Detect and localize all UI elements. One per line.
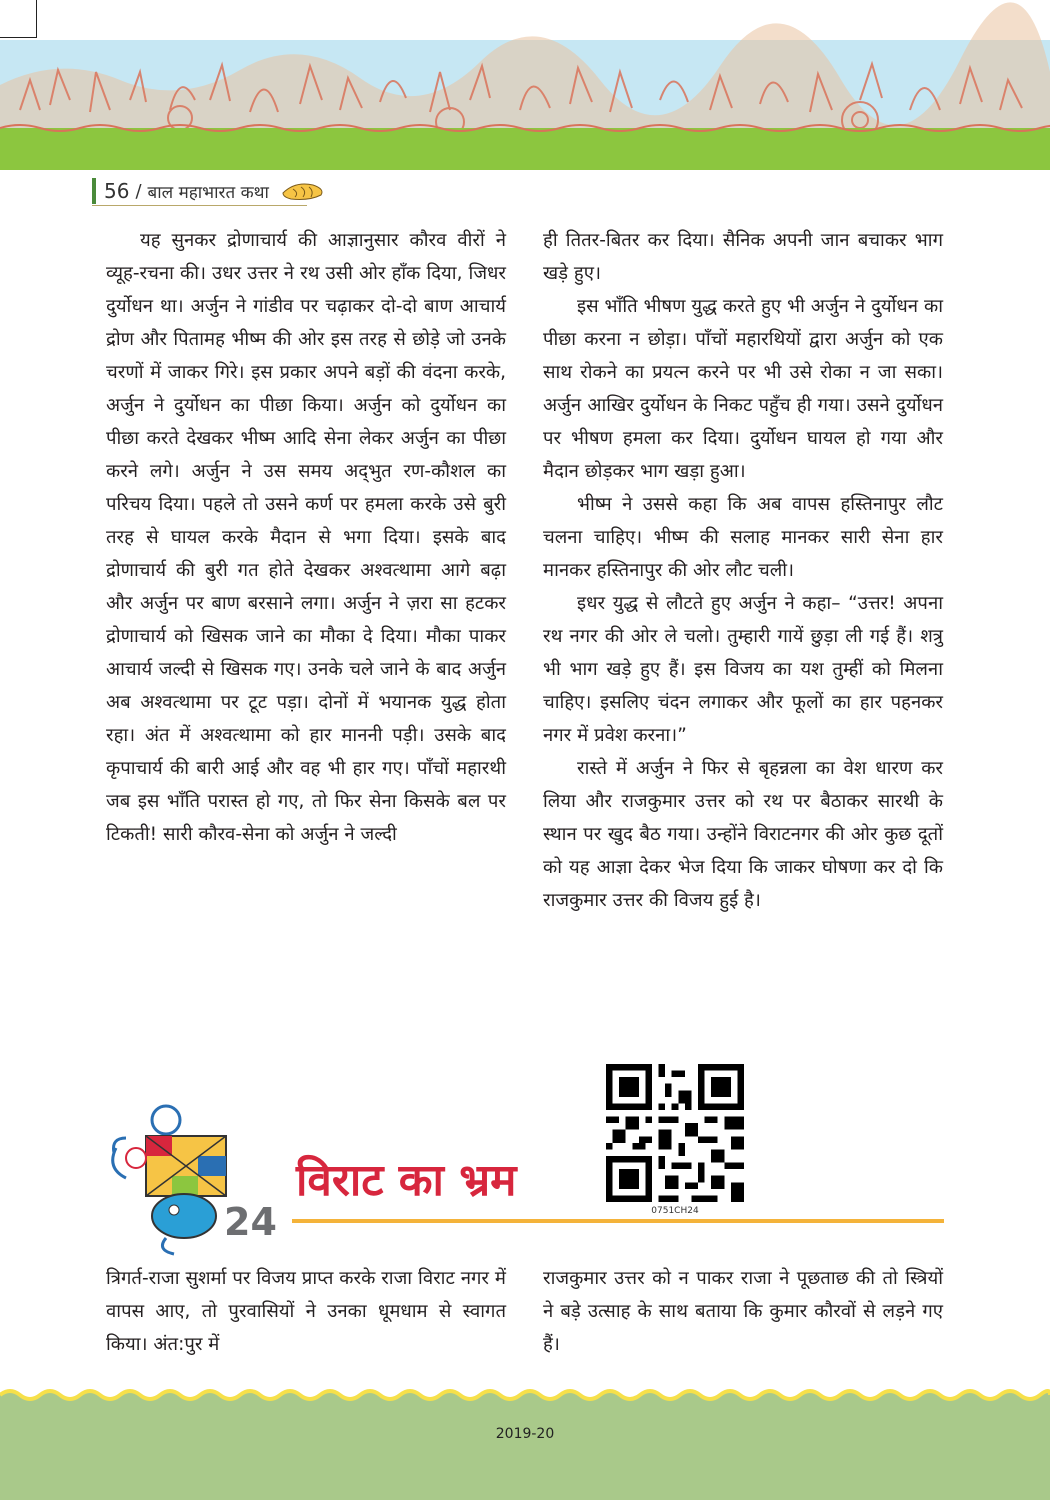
- footer-band: [0, 1385, 1050, 1500]
- crop-mark: [36, 0, 37, 38]
- chapter-text-left: [106, 1262, 506, 1361]
- running-header: [92, 176, 327, 206]
- paragraph: ही तितर-बितर कर दिया। सैनिक अपनी जान बचाकर भाग खड़े हुए।: [543, 230, 943, 284]
- chapter-text-right: [543, 1262, 943, 1361]
- paragraph: राजकुमार उत्तर को न पाकर राजा ने पूछताछ की तो स्त्रियों ने बड़े उत्साह के साथ बताया कि कुमार कौरवों से लड़ने गए हैं।: [543, 1268, 943, 1355]
- battle-scene-illustration: [0, 0, 1050, 170]
- crop-mark: [0, 37, 36, 38]
- header-separator: /: [135, 180, 142, 202]
- text-column-right: [543, 224, 943, 917]
- paragraph: यह सुनकर द्रोणाचार्य की आज्ञानुसार कौरव वीरों ने व्यूह-रचना की। उधर उत्तर ने रथ उसी ओर हाँक दिया, जिधर दुर्योधन था। अर्जुन ने गांडीव पर चढ़ाकर दो-दो बाण आचार्य द्रोण और पितामह भीष्म की ओर इस तरह से छोड़े जो उनके चरणों में जाकर गिरे। इस प्रकार अपने बड़ों की वंदना करके, अर्जुन ने दुर्योधन का पीछा किया। अर्जुन को दुर्योधन का पीछा करते देखकर भीष्म आदि सेना लेकर अर्जुन का पीछा करने लगे। अर्जुन ने उस समय अद्‌भुत रण-कौशल का परिचय दिया। पहले तो उसने कर्ण पर हमला करके उसे बुरी तरह से घायल करके मैदान से भगा दिया। इसके बाद द्रोणाचार्य की बुरी गत होते देखकर अश्वत्थामा आगे बढ़ा और अर्जुन पर बाण बरसाने लगा। अर्जुन ने ज़रा सा हटकर द्रोणाचार्य को खिसक जाने का मौका दे दिया। मौका पाकर आचार्य जल्दी से खिसक गए। उनके चले जाने के बाद अर्जुन अब अश्वत्थामा पर टूट पड़ा। दोनों में भयानक युद्ध होता रहा। अंत में अश्वत्थामा को हार माननी पड़ी। उसके बाद कृपाचार्य की बारी आई और वह भी हार गए। पाँचों महारथी जब इस भाँति परास्त हो गए, तो फिर सेना किसके बल पर टिकती! सारी कौरव-सेना को अर्जुन ने जल्दी: [106, 230, 506, 845]
- book-title: बाल महाभारत कथा: [147, 182, 269, 203]
- header-accent-bar: [92, 178, 96, 204]
- paragraph: इस भाँति भीषण युद्ध करते हुए भी अर्जुन ने दुर्योधन का पीछा करना न छोड़ा। पाँचों महारथियों द्वारा अर्जुन को एक साथ रोकने का प्रयत्न करने पर भी उसे रोका न जा सका। अर्जुन आखिर दुर्योधन के निकट पहुँच ही गया। उसने दुर्योधन पर भीषण हमला कर दिया। दुर्योधन घायल हो गया और मैदान छोड़कर भाग खड़ा हुआ।: [543, 296, 943, 482]
- chapter-title: विराट का भ्रम: [296, 1155, 517, 1206]
- conch-ornament-icon: [279, 179, 327, 203]
- footer-year: 2019-20: [495, 1426, 555, 1442]
- text-column-left: [106, 224, 506, 851]
- header-rule: [92, 205, 307, 206]
- chapter-number: 24: [224, 1200, 277, 1244]
- paragraph: रास्ते में अर्जुन ने फिर से बृहन्नला का वेश धारण कर लिया और राजकुमार उत्तर को रथ पर बैठाकर सारथी के स्थान पर खुद बैठ गया। उन्होंने विराटनगर की ओर कुछ दूतों को यह आज्ञा देकर भेज दिया कि जाकर घोषणा कर दो कि राजकुमार उत्तर की विजय हुई है।: [543, 758, 943, 911]
- paragraph: त्रिगर्त-राजा सुशर्मा पर विजय प्राप्त करके राजा विराट नगर में वापस आए, तो पुरवासियों ने उनका धूमधाम से स्वागत किया। अंत:पुर में: [106, 1268, 506, 1355]
- qr-code[interactable]: [606, 1064, 744, 1202]
- top-banner: [0, 0, 1050, 170]
- paragraph: इधर युद्ध से लौटते हुए अर्जुन ने कहा– “उत्तर! अपना रथ नगर की ओर ले चलो। तुम्हारी गायें छुड़ा ली गई हैं। शत्रु भी भाग खड़े हुए हैं। इस विजय का यश तुम्हीं को मिलना चाहिए। इसलिए चंदन लगाकर और फूलों का हार पहनकर नगर में प्रवेश करना।”: [543, 593, 943, 746]
- chapter-title-rule: [292, 1219, 944, 1223]
- page-number: 56: [104, 179, 130, 203]
- paragraph: भीष्म ने उससे कहा कि अब वापस हस्तिनापुर लौट चलना चाहिए। भीष्म की सलाह मानकर सारी सेना हार मानकर हस्तिनापुर की ओर लौट चली।: [543, 494, 943, 581]
- qr-code-label: 0751CH24: [651, 1206, 699, 1216]
